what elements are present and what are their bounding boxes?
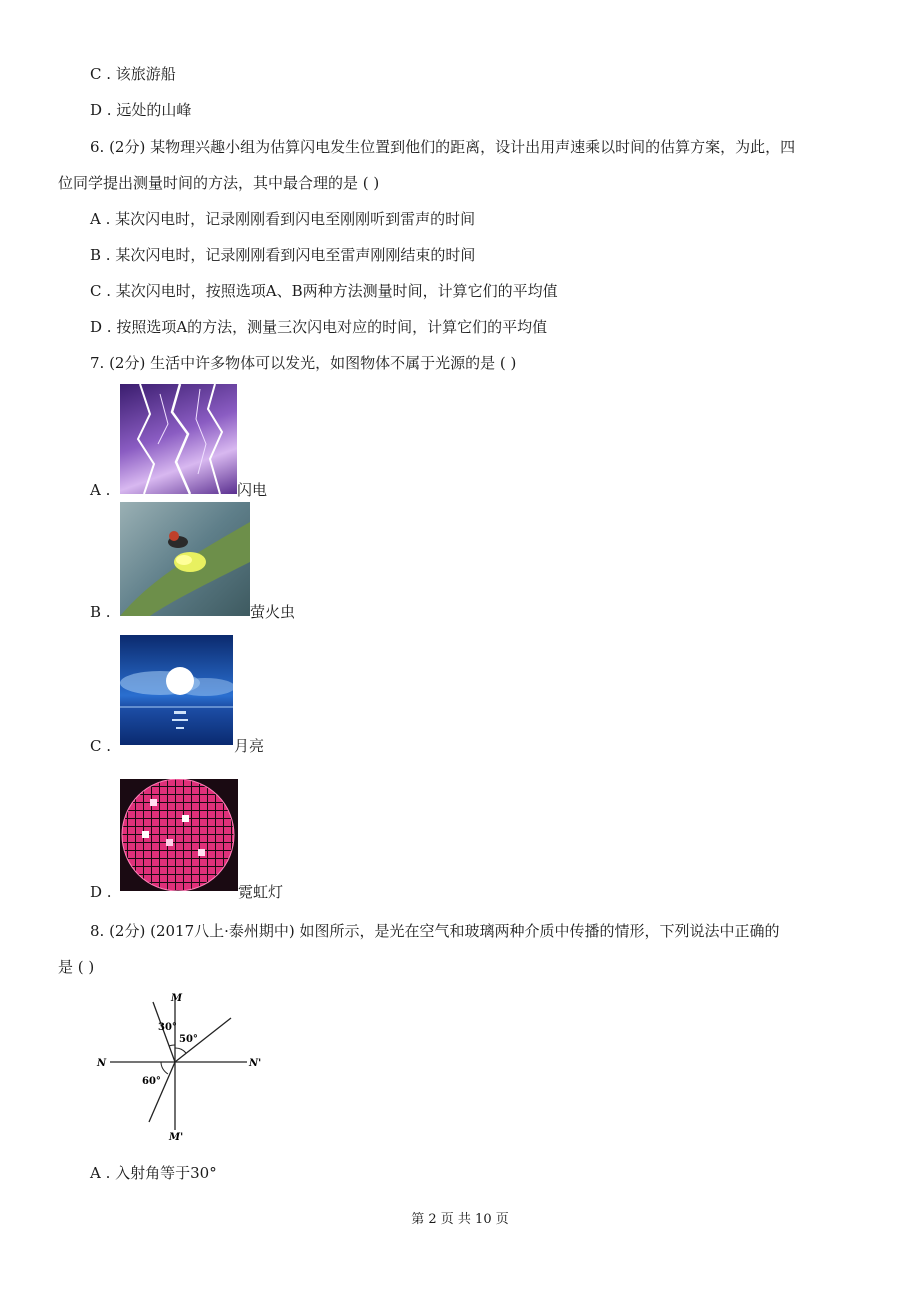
option-8a: A . 入射角等于30° bbox=[90, 1164, 217, 1182]
option-6a: A . 某次闪电时，记录刚刚看到闪电至刚刚听到雷声的时间 bbox=[90, 210, 476, 228]
page-footer: 第 2 页 共 10 页 bbox=[411, 1212, 509, 1227]
diagram-label-n-left: N bbox=[97, 1058, 107, 1069]
option-6c: C . 某次闪电时，按照选项A、B两种方法测量时间，计算它们的平均值 bbox=[90, 282, 558, 300]
moon-image bbox=[120, 635, 233, 745]
option-7d-caption: 霓虹灯 bbox=[238, 883, 284, 901]
option-7b-caption: 萤火虫 bbox=[250, 603, 296, 621]
diagram-label-n-right: N' bbox=[249, 1058, 262, 1069]
option-7c-label: C . bbox=[90, 737, 112, 755]
lightning-image bbox=[120, 384, 237, 494]
option-6d: D . 按照选项A的方法，测量三次闪电对应的时间，计算它们的平均值 bbox=[90, 318, 548, 336]
question-7: 7. (2分) 生活中许多物体可以发光，如图物体不属于光源的是 ( ) bbox=[90, 354, 517, 372]
diagram-angle-60: 60° bbox=[142, 1076, 161, 1087]
option-7c-caption: 月亮 bbox=[234, 737, 265, 755]
option-5d: D . 远处的山峰 bbox=[90, 101, 192, 119]
question-6-line1: 6. (2分) 某物理兴趣小组为估算闪电发生位置到他们的距离，设计出用声速乘以时间的估算方案，为此，四 bbox=[90, 138, 796, 156]
diagram-label-m-bottom: M' bbox=[169, 1132, 184, 1140]
neon-light-image bbox=[120, 779, 238, 891]
diagram-angle-30: 30° bbox=[158, 1022, 177, 1033]
option-7b-label: B . bbox=[90, 603, 111, 621]
refraction-diagram bbox=[95, 990, 270, 1140]
question-6-line2: 位同学提出测量时间的方法，其中最合理的是 ( ) bbox=[58, 174, 380, 192]
option-7a-label: A . bbox=[90, 481, 111, 499]
question-8-line2: 是 ( ) bbox=[58, 958, 95, 976]
diagram-label-m-top: M bbox=[171, 993, 183, 1004]
option-6b: B . 某次闪电时，记录刚刚看到闪电至雷声刚刚结束的时间 bbox=[90, 246, 476, 264]
diagram-angle-50: 50° bbox=[179, 1034, 198, 1045]
option-7a-caption: 闪电 bbox=[237, 481, 268, 499]
option-5c: C . 该旅游船 bbox=[90, 65, 176, 83]
question-8-line1: 8. (2分) (2017八上·泰州期中) 如图所示，是光在空气和玻璃两种介质中传播的情形，下列说法中正确的 bbox=[90, 922, 780, 940]
firefly-image bbox=[120, 502, 250, 616]
option-7d-label: D . bbox=[90, 883, 112, 901]
